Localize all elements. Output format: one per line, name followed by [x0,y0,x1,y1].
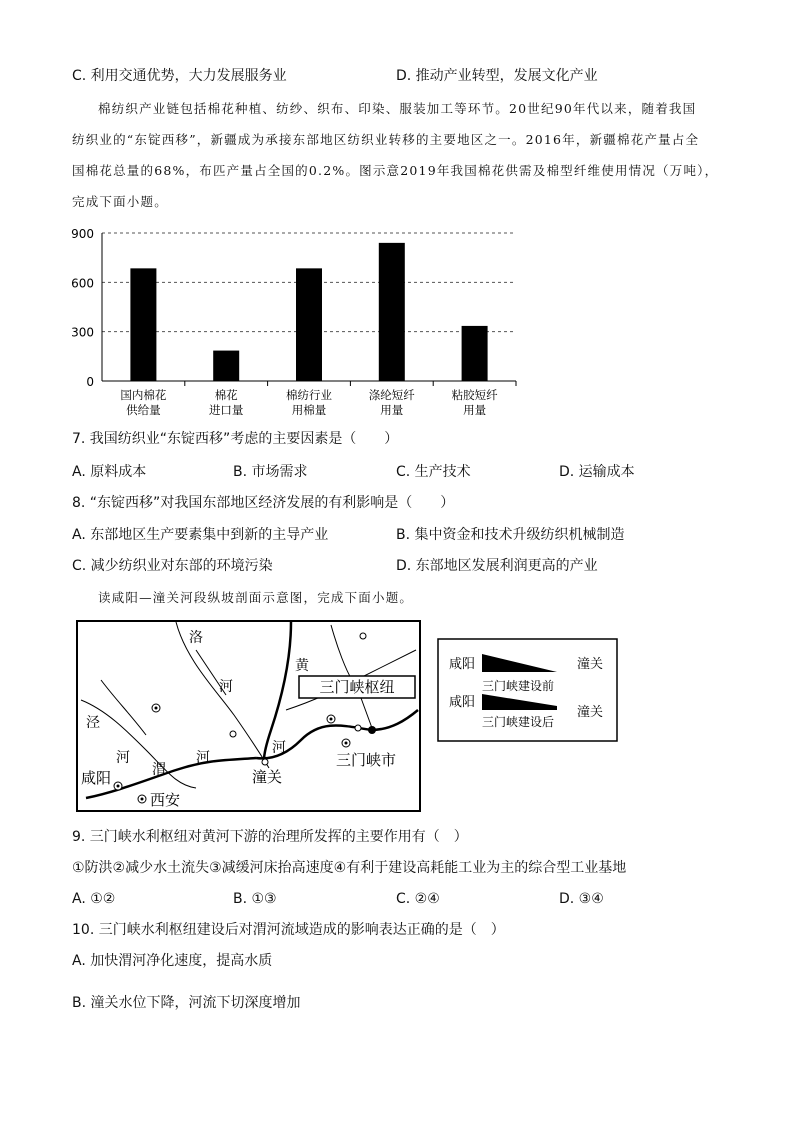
bar [462,326,488,381]
q8-option-b[interactable]: B. 集中资金和技术升级纺织机械制造 [396,527,625,543]
town-marker-3 [355,725,361,731]
legend-before: 三门峡建设前 [482,679,555,693]
label-tongguan: 潼关 [252,768,283,786]
label-xian: 西安 [150,791,181,809]
bar [213,351,239,381]
x-tick-label: 供给量 [126,403,161,417]
q6-option-d: D. 推动产业转型，发展文化产业 [396,68,598,84]
label-luo: 洛 [189,630,203,646]
y-tick-label: 900 [71,227,94,241]
label-huang-he: 河 [272,740,286,756]
x-tick-label: 用棉量 [291,403,327,417]
x-tick-label: 进口量 [208,403,244,417]
q7-option-b[interactable]: B. 市场需求 [233,464,308,480]
tongguan-marker [262,759,268,765]
legend-xianyang-1: 咸阳 [449,657,476,672]
q7-option-a[interactable]: A. 原料成本 [72,464,147,480]
x-tick-label: 用量 [380,403,404,417]
q10-option-a[interactable]: A. 加快渭河净化速度，提高水质 [72,953,273,969]
passage1-line-1: 棉纺织产业链包括棉花种植、纺纱、织布、印染、服装加工等环节。20世纪90年代以来，随着我国 [98,101,697,116]
x-tick-label: 粘胶短纤 [451,388,498,402]
q7-option-c[interactable]: C. 生产技术 [396,464,471,480]
town-marker-2 [230,731,236,737]
legend-tongguan-1: 潼关 [577,657,604,672]
q7-option-d[interactable]: D. 运输成本 [559,464,635,480]
y-tick-label: 0 [86,375,94,389]
q8-stem: 8. “东锭西移”对我国东部地区经济发展的有利影响是（ ） [72,495,455,511]
x-tick-label: 涤纶短纤 [368,388,415,402]
sanmenxia-city-marker-dot [345,742,348,745]
q10-stem: 10. 三门峡水利枢纽建设后对渭河流域造成的影响表达正确的是（ ） [72,922,505,938]
q8-option-c[interactable]: C. 减少纺织业对东部的环境污染 [72,558,273,574]
label-jing: 泾 [86,715,100,731]
xian-marker-dot [141,798,144,801]
legend-after: 三门峡建设后 [482,715,555,729]
label-wei-he: 河 [196,750,210,766]
bar [296,268,322,381]
q9-stem: 9. 三门峡水利枢纽对黄河下游的治理所发挥的主要作用有（ ） [72,829,468,845]
q9-option-b[interactable]: B. ①③ [233,891,277,907]
label-wei: 渭 [152,762,166,778]
bar [130,268,156,381]
legend-tongguan-2: 潼关 [577,705,604,720]
q9-option-c[interactable]: C. ②④ [396,891,440,907]
bar [379,243,405,381]
profile-legend [437,638,618,742]
passage1-line-2: 纺织业的“东锭西移”，新疆成为承接东部地区纺织业转移的主要地区之一。2016年，新疆棉花产量占全 [72,132,700,147]
xianyang-marker-dot [117,785,120,788]
q8-option-a[interactable]: A. 东部地区生产要素集中到新的主导产业 [72,527,329,543]
q9-option-a[interactable]: A. ①② [72,891,116,907]
y-tick-label: 600 [71,276,94,291]
x-tick-label: 用量 [463,403,487,417]
q10-option-b[interactable]: B. 潼关水位下降，河流下切深度增加 [72,995,301,1011]
wei-river-map [76,620,421,812]
label-luo-he: 河 [219,679,233,695]
passage2: 读咸阳—潼关河段纵坡剖面示意图，完成下面小题。 [98,590,414,605]
map-frame [77,621,420,811]
label-jing-he: 河 [116,750,130,766]
label-huang: 黄 [295,658,309,674]
q8-option-d[interactable]: D. 东部地区发展利润更高的产业 [396,558,598,574]
y-tick-label: 300 [71,325,94,340]
town-marker-1 [360,633,366,639]
passage1-line-3: 国棉花总量的68%，布匹产量占全国的0.2%。图示意2019年我国棉花供需及棉型纤维使用情况（万吨）， [72,163,719,178]
q9-items: ①防洪②减少水土流失③减缓河床抬高速度④有利于建设高耗能工业为主的综合型工业基地 [72,860,627,876]
label-xianyang: 咸阳 [81,769,112,787]
q6-option-c: C. 利用交通优势，大力发展服务业 [72,68,287,84]
city-marker-2-dot [330,718,333,721]
label-sanmenxia: 三门峡市 [336,751,397,769]
cotton-bar-chart [40,224,530,420]
passage1-line-4: 完成下面小题。 [72,194,168,209]
q9-option-d[interactable]: D. ③④ [559,891,604,907]
x-tick-label: 国内棉花 [120,388,167,402]
city-marker-1-dot [155,707,158,710]
x-tick-label: 棉花 [214,388,238,402]
hub-label: 三门峡枢纽 [319,678,395,696]
q7-stem: 7. 我国纺织业“东锭西移”考虑的主要因素是（ ） [72,431,399,447]
x-tick-label: 棉纺行业 [286,388,332,402]
legend-xianyang-2: 咸阳 [449,695,476,710]
